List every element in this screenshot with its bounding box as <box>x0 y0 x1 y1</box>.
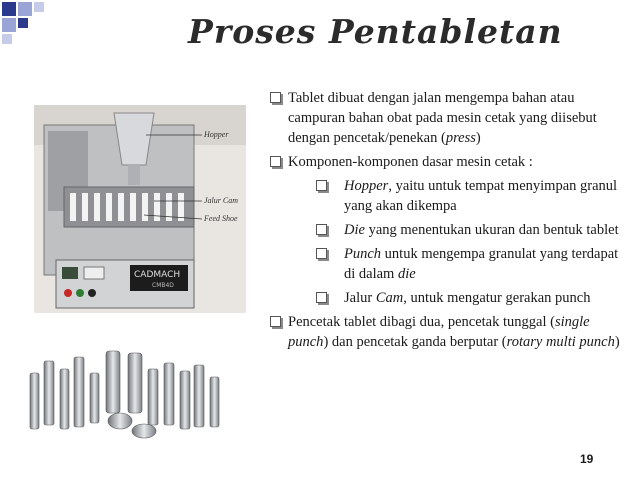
checkbox-bullet-icon <box>270 92 281 103</box>
sub-bullet-item <box>268 244 628 284</box>
bullet-text: Punch <box>344 246 382 262</box>
bullet-item <box>268 88 628 148</box>
bullet-text: Die <box>344 222 365 238</box>
bullet-text: Cam <box>375 290 404 306</box>
page-number: 19 <box>580 452 594 466</box>
bullet-text: Jalur <box>344 290 376 306</box>
bullet-text: ) dan pencetak ganda berputar ( <box>323 334 507 350</box>
checkbox-bullet-icon <box>270 316 281 327</box>
feed-shoe-callout: Feed Shoe <box>204 214 238 223</box>
bullet-item <box>268 152 628 172</box>
sub-bullet-item <box>268 220 628 240</box>
bullet-text: rotary multi punch <box>506 334 615 350</box>
bullet-text: Tablet dibuat dengan jalan mengempa bahan atau campuran bahan obat pada mesin cetak yang diisebut dengan pencetak/penekan ( <box>288 90 597 146</box>
checkbox-bullet-icon <box>270 156 281 167</box>
punch-die-image <box>24 343 224 443</box>
bullet-text: , yaitu untuk tempat menyimpan granul yang akan dikempa <box>344 178 618 214</box>
checkbox-bullet-icon <box>316 180 327 191</box>
checkbox-bullet-icon <box>316 248 327 259</box>
checkbox-bullet-icon <box>316 224 327 235</box>
bullet-text: die <box>397 266 416 282</box>
hopper-callout: Hopper <box>204 130 229 139</box>
bullet-text: single punch <box>288 314 590 350</box>
checkbox-bullet-icon <box>316 292 327 303</box>
sub-bullet-item <box>268 176 628 216</box>
bullet-item <box>268 312 628 352</box>
bullet-text: ) <box>614 334 620 350</box>
machine-model-text: CMB4D <box>152 282 174 289</box>
cam-callout: Jalur Cam <box>204 196 238 205</box>
bullet-text: Hopper <box>344 178 389 194</box>
bullet-text: yang menentukan ukuran dan bentuk tablet <box>364 222 619 238</box>
bullet-text: untuk mengempa granulat yang terdapat di dalam <box>344 246 619 282</box>
sub-bullet-item <box>268 288 628 308</box>
slide-title: Proses Pentabletan <box>188 12 563 51</box>
bullet-text: Pencetak tablet dibagi dua, pencetak tunggal ( <box>288 314 555 330</box>
bullet-list <box>268 88 628 356</box>
bullet-text: , untuk mengatur gerakan punch <box>403 290 591 306</box>
bullet-text: Komponen-komponen dasar mesin cetak : <box>288 154 533 170</box>
bullet-text: ) <box>475 130 481 146</box>
machine-brand-text: CADMACH <box>134 270 181 280</box>
bullet-text: press <box>445 130 476 146</box>
